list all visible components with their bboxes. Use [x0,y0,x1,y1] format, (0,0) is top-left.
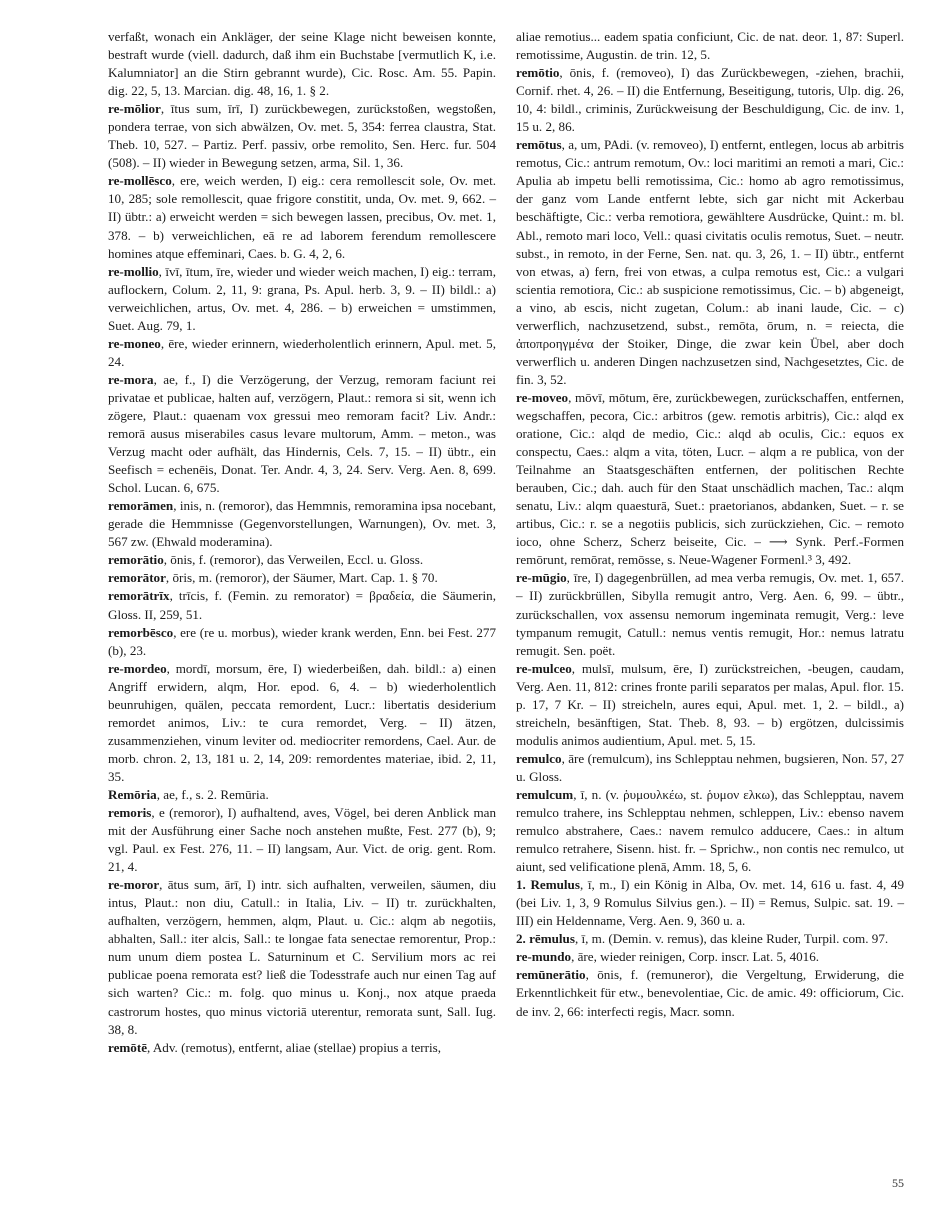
entry-text: , Adv. (remotus), entfernt, aliae (stellae) propius a terris, [147,1039,442,1055]
headword: remorātrīx [108,588,170,604]
entry-text: , ī, m. (Demin. v. remus), das kleine Ruder, Turpil. com. 97. [574,931,889,947]
entry-text: , īre, I) dagegenbrüllen, ad mea verba remugis, Ov. met. 1, 657. – II) zurückbrüllen, Sibylla remugit antro, Verg. Aen. 6, 99. – übtr., zurückschallen, vox assensu nemorum ingeminata remugit, Verg.: leve tympanum remugit, Catull.: nemus ventis remugit, Hor.: nemus latratu remugit. Sen. poët. [516,570,904,658]
headword: remoris [108,805,152,821]
headword: remorātio [108,552,164,568]
entry-text: , inis, n. (remoror), das Hemmnis, remoramina ipsa nocebant, gerade die Hemmnisse (Gegenvorstellungen, Warnungen), Ov. met. 3, 567 zw. (Ehwald moderamina). [108,498,496,550]
homonym-number: 1. [516,877,526,893]
dictionary-entry [516,64,904,136]
dictionary-entry [108,263,496,335]
entry-text: , āre (remulcum), ins Schlepptau nehmen, bugsieren, Non. 57, 27 u. Gloss. [516,750,904,784]
entry-text: , ae, f., I) die Verzögerung, der Verzug, remoram faciunt rei privatae et publicae, halten auf, verzögern, Plaut.: remora si sit, wenn ich zögere, Plaut.: quaenam vox gressui meo remoram facit? Liv. Andr.: remorā ausus miserabiles casus levare multorum, Amm. – meton., was Verzug macht oder aufhält, das Hindernis, Cels. 7, 15. – II) übtr., ein Seefisch = echenēis, Donat. Ter. Andr. 4, 3, 24. Serv. Verg. Aen. 8, 699. Schol. Lucan. 6, 675. [108,371,496,496]
entry-text: , ātus sum, ārī, I) intr. sich aufhalten, verweilen, säumen, diu intus, Plaut.: non diu, Catull.: in Italia, Liv. – II) tr. zurückhalten, aufhalten, verzögern, hemmen, alqm, Plaut. u. Cic.: alqm ab negotiis, abhalten, Sall.: iter alcis, Sall.: te longae fata senectae remorentur, Prop.: num unum diem postea L. Saturninum et C. Servilium mors ac rei publicae poena remorata est? ließ die Todesstrafe auch nur einen Tag auf sich warten? Cic.: m. folg. quo minus u. Konj., nox atque praeda castrorum hostes, quo minus victoriā uterentur, remorata sunt, Sall. Iug. 38, 8. [108,877,496,1037]
entry-text: , ōnis, f. (removeo), I) das Zurückbewegen, -ziehen, brachii, Cornif. rhet. 4, 26. – II) die Entfernung, Beseitigung, tutoris, Ulp. dig. 26, 10, 4: bildl., criminis, Zurückweisung der Beschuldigung, Cic. de inv. 1, 15 u. 2, 86. [516,65,904,135]
headword: re-mora [108,371,154,387]
dictionary-entry [108,497,496,551]
headword: re-mūgio [516,570,567,586]
headword: remulco [516,750,562,766]
dictionary-entry [516,660,904,750]
right-column [516,28,904,1021]
headword: remōtē [108,1039,148,1055]
entry-text: , mulsī, mulsum, ēre, I) zurückstreichen, -beugen, caudam, Verg. Aen. 11, 812: crines fronte parili separatos per malas, Apul. flor. 15. p. 17, 7 Kr. – II) streicheln, aures equi, Apul. met. 1, 2. – bildl., a) streicheln, besänftigen, Stat. Theb. 8, 93. – b) ergötzen, dulcissimis modulis animos audientium, Apul. met. 5, 15. [516,660,904,748]
dictionary-entry [108,28,496,100]
headword: remūnerātio [516,967,586,983]
headword: remorbēsco [108,624,174,640]
page-number: 55 [892,1176,904,1190]
dictionary-entry [108,804,496,876]
entry-text: , trīcis, f. (Femin. zu remorator) = βραδεία, die Säumerin, Gloss. II, 259, 51. [108,588,496,622]
headword: Remulus [530,877,580,893]
entry-text: , mordī, morsum, ēre, I) wiederbeißen, dah. bildl.: a) einen Angriff erwidern, alqm, Hor. epod. 6, 4. – b) wiederholentlich beunruhigen, quälen, peccata remordent, Lucr.: libertatis desiderium remordet animos, Liv.: te cura remordet, Verg. – II) ätzen, zusammenziehen, vinum leviter od. mediocriter remordens, Cael. Aur. de morb. chron. 2, 13, 181 u. 2, 14, 209: remordentes materiae, ibid. 2, 11, 35. [108,660,496,784]
homonym-number: 2. [516,931,526,947]
entry-text: , ōnis, f. (remuneror), die Vergeltung, Erwiderung, die Erkenntlichkeit für etw., benevolentiae, Cic. de amic. 49: officiorum, Cic. de inv. 2, 66: interfecti regis, Macr. somn. [516,967,904,1019]
headword: remorātor [108,570,166,586]
dictionary-entry [108,1039,496,1057]
headword: re-mundo [516,949,572,965]
entry-text: , ae, f., s. 2. Remūria. [156,786,269,802]
entry-text: , āre, wieder reinigen, Corp. inscr. Lat. 5, 4016. [571,949,820,965]
headword: remōtus [516,137,562,153]
headword: re-mollio [108,263,159,279]
headword: re-mōlior [108,101,161,117]
headword: re-moror [108,877,160,893]
dictionary-entry [108,587,496,623]
dictionary-entry [516,966,904,1020]
entry-text: , ēre, wieder erinnern, wiederholentlich erinnern, Apul. met. 5, 24. [108,335,496,369]
dictionary-entry [516,136,904,389]
headword: remōtio [516,65,560,81]
dictionary-entry [516,876,904,930]
headword: re-moneo [108,335,161,351]
entry-text: , a, um, PAdi. (v. removeo), I) entfernt, entlegen, locus ab arbitris remotus, Cic.: antrum remotum, Ov.: loci maritimi an remoti a mari, Cic.: Apulia ab impetu belli remotissima, Cic.: homo ab agro remotissimus, der ganz vom Lande entfernt lebte, sich gar nicht mit Ackerbau beschäftigte, Cic.: verba remotiora, gewähltere Ausdrücke, Quint.: m. bl. Abl., remoto mari loco, Vell.: quasi civitatis oculis remotus, Suet. – neutr. subst., in remoto, in der Ferne, Sen. nat. qu. 3, 26, 1. – II) übtr., entfernt von etwas, a) fern, frei von etwas, a culpa remotus est, Cic.: a vulgari scientia remotiora, Cic.: ab suspicione remotissimus, Cic. – b) abgeneigt, a vino, ab escis, nicht zugetan, Colum.: ab inani laude, Cic. – c) verwerflich, nachzusetzend, subst., remōta, ōrum, n. = reiecta, die ἀποπροηγμένα der Stoiker, Dinge, die zwar kein Übel, aber doch verwerflich u. anderen Dingen nachzusetzen sind, Nachgesetztes, Cic. de fin. 3, 52. [516,137,904,387]
headword: remulcum [516,786,574,802]
dictionary-entry [108,172,496,262]
dictionary-entry [516,930,904,948]
headword: remorāmen [108,498,174,514]
dictionary-entry [516,750,904,786]
entry-text: verfaßt, wonach ein Ankläger, der seine Klage nicht beweisen konnte, bestraft wurde (viell. dadurch, daß ihm ein Buchstabe [vermutlich K, i.e. Kalumniator] an die Stirn gebrannt wurde), Cic. Rosc. Am. 55. Papin. dig. 22, 5, 13. Marcian. dig. 48, 16, 1. § 2. [108,29,496,99]
dictionary-entry [516,389,904,569]
dictionary-entry [108,786,496,804]
entry-text: , ī, n. (v. ῥυμουλκέω, st. ῥυμον ελκω), das Schlepptau, navem remulco trahere, ins Schlepptau nehmen, schleppen, Liv.: ebenso navem remulco abstrahere, Caes.: navem remulco adducere, Caes.: in altum remulco retrahere, Sisenn. hist. fr. – Sprichw., non contis nec remulco, ut aiunt, sed velificatione plenā, Amm. 18, 5, 6. [516,786,904,875]
dictionary-entry [108,624,496,660]
entry-text: , ī, m., I) ein König in Alba, Ov. met. 14, 616 u. fast. 4, 49 (bei Liv. 1, 3, 9 Romulus Silvius gen.). – II) = Remus, Sulpic. sat. 19. – III) ein Heldenname, Verg. Aen. 9, 360 u. a. [516,877,904,929]
headword: re-mollēsco [108,173,172,189]
entry-text: , e (remoror), I) aufhaltend, aves, Vögel, bei deren Anblick man mit der Ausführung einer Sache noch anstehen mußte, Fest. 277 (b), 9; vgl. Paul. ex Fest. 276, 11. – II) langsam, Aur. Vict. de orig. gent. Rom. 21, 4. [108,805,496,875]
dictionary-entry [108,335,496,371]
dictionary-entry [108,660,496,786]
entry-text: , ōris, m. (remoror), der Säumer, Mart. Cap. 1. § 70. [165,570,438,586]
headword: Remōria [108,786,157,802]
entry-text: , ere (re u. morbus), wieder krank werden, Enn. bei Fest. 277 (b), 23. [108,624,496,658]
entry-text: , īvī, ītum, īre, wieder und wieder weich machen, I) eig.: terram, auflockern, Colum. 2, 11, 9: grana, Ps. Apul. herb. 3, 9. – II) bildl.: a) verweichlichen, artus, Ov. met. 4, 286. – b) erweichen = umstimmen, Suet. Aug. 79, 1. [108,263,496,333]
dictionary-entry [108,371,496,497]
headword: re-mordeo [108,660,167,676]
entry-text: , mōvī, mōtum, ēre, zurückbewegen, zurückschaffen, entfernen, wegschaffen, pecora, Cic.: arbitros (gew. remotis arbitris), Cic.: alqd ex oratione, Cic.: alqd de medio, Cic.: alqd ab oculis, Cic.: equos ex conspectu, Caes.: alqm a vita, töten, Lucr. – alqm a re publica, von der Teilnahme an Staatsgeschäften entfernen, der politischen Rechte berauben, Cic.; dah. auch für den Staat unschädlich machen, Tac.: alqm senatu, Liv.: alqm quaesturā, Suet.: praetorianos, abdanken, Suet. – r. se artibus, Cic.: r. se a negotiis publicis, sich zurückziehen, Cic. – remoto ioco, ohne Scherz, Scherz beiseite, Cic. – ⟶ Synk. Perf.-Formen remōrunt, remōrat, remōsse, s. Neue-Wagener Formenl.³ 3, 492. [516,389,904,568]
entry-text: , ītus sum, īrī, I) zurückbewegen, zurückstoßen, wegstoßen, pondera terrae, von sich abwälzen, Ov. met. 5, 354: ferrea claustra, Stat. Theb. 10, 527. – Partiz. Perf. passiv, orbe remolito, Sen. Herc. fur. 504 (508). – II) wieder in Bewegung setzen, arma, Sil. 1, 36. [108,101,496,171]
entry-text: , ere, weich werden, I) eig.: cera remollescit sole, Ov. met. 10, 285; sole remollescit, quae frigore constitit, unda, Ov. met. 9, 662. – II) übtr.: a) erweicht werden = sich bewegen lassen, precibus, Ov. met. 1, 378. – b) verweichlichen, eā re ad laborem ferendum remollescere homines atque effeminari, Caes. b. G. 4, 2, 6. [108,173,496,261]
dictionary-entry [516,28,904,64]
entry-text: aliae remotius... eadem spatia conficiunt, Cic. de nat. deor. 1, 87: Superl. remotissime, Augustin. de trin. 12, 5. [516,29,904,63]
dictionary-entry [108,876,496,1038]
dictionary-entry [108,569,496,587]
dictionary-entry [516,786,904,876]
headword: re-mulceo [516,660,572,676]
dictionary-entry [516,948,904,966]
entry-text: , ōnis, f. (remoror), das Verweilen, Eccl. u. Gloss. [163,552,424,568]
dictionary-entry [108,551,496,569]
dictionary-entry [108,100,496,172]
dictionary-entry [516,569,904,659]
headword: rēmulus [529,931,575,947]
left-column [108,28,496,1057]
headword: re-moveo [516,389,569,405]
